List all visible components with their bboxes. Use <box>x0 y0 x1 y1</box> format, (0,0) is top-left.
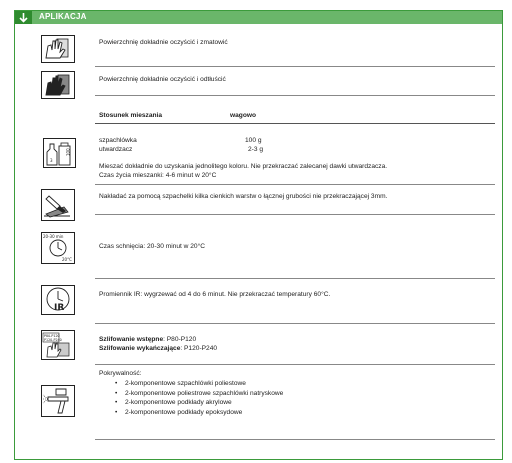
down-arrow-icon <box>15 11 32 24</box>
list-item: • 2-komponentowe poliestrowe szpachlówki natryskowe <box>115 389 283 399</box>
mix-ratio-label: Stosunek mieszania <box>99 112 163 119</box>
list-item: • 2-komponentowe szpachlówki poliestowe <box>115 379 283 389</box>
sanding-pre-line <box>99 336 196 343</box>
section-header <box>15 11 502 24</box>
ir-heater-icon <box>41 285 75 315</box>
mix-note: Mieszać dokładnie do uzyskania jednolitego koloru. Nie przekraczać zalecanej dawki utwardzacza. <box>99 163 388 170</box>
coverage-list <box>115 379 283 417</box>
sanding-hand-icon <box>41 35 75 63</box>
divider <box>95 439 495 440</box>
section-title: APLIKACJA <box>39 12 87 21</box>
sanding-pre-value: : P80-P120 <box>163 336 197 343</box>
mix-item-name: szpachlówka <box>99 137 137 144</box>
divider <box>95 364 495 365</box>
list-item: • 2-komponentowe podkłady akrylowe <box>115 398 283 408</box>
sandpaper-icon <box>41 330 75 360</box>
application-panel <box>14 10 503 460</box>
drying-text: Czas schnięcia: 20-30 minut w 20°C <box>99 243 205 250</box>
list-item: • 2-komponentowe podkłady epoksydowe <box>115 408 283 418</box>
svg-text:100: 100 <box>65 148 71 156</box>
divider <box>95 123 495 124</box>
sanding-finish-line <box>99 345 217 352</box>
mix-item-value: 100 g <box>245 137 262 144</box>
drying-icon-time: 20-30 min <box>43 234 64 239</box>
divider <box>95 184 495 185</box>
divider <box>95 214 495 215</box>
coverage-title: Pokrywalność: <box>99 370 142 377</box>
spray-gun-icon <box>41 385 75 417</box>
sanding-icon-finish: P120-P240 <box>44 338 62 342</box>
divider <box>95 323 495 324</box>
spatula-icon <box>41 189 75 221</box>
sanding-pre-label: Szlifowanie wstępne <box>99 336 164 343</box>
divider <box>95 95 495 96</box>
svg-text:IR: IR <box>54 303 65 313</box>
divider <box>95 278 495 279</box>
mix-item-name: utwardzacz <box>99 146 133 153</box>
ir-text: Promiennik IR: wygrzewać od 4 do 6 minut. Nie przekraczać temperatury 60°C. <box>99 291 331 298</box>
mixing-containers-icon <box>43 138 76 168</box>
clean-degrease-text: Powierzchnię dokładnie oczyścić i odtłuścić <box>99 76 226 83</box>
clean-matte-text: Powierzchnię dokładnie oczyścić i zmatowić <box>99 39 228 46</box>
svg-text:3: 3 <box>50 158 53 163</box>
sanding-finish-label: Szlifowanie wykańczające <box>99 345 181 352</box>
apply-text: Nakładać za pomocą szpachelki kilka cienkich warstw o łącznej grubości nie przekraczającej 3mm. <box>99 193 388 200</box>
divider <box>95 66 495 67</box>
drying-icon-temp: 20°C <box>62 257 72 262</box>
mix-ratio-unit: wagowo <box>230 112 257 119</box>
mix-item-value: 2-3 g <box>248 146 264 153</box>
sanding-icon-pre: P80-P120 <box>44 334 60 338</box>
sanding-finish-value: : P120-P240 <box>180 345 218 352</box>
drying-clock-icon <box>41 232 75 264</box>
degrease-hand-icon <box>41 71 75 99</box>
mix-pot-life: Czas życia mieszanki: 4-6 minut w 20°C <box>99 172 217 179</box>
